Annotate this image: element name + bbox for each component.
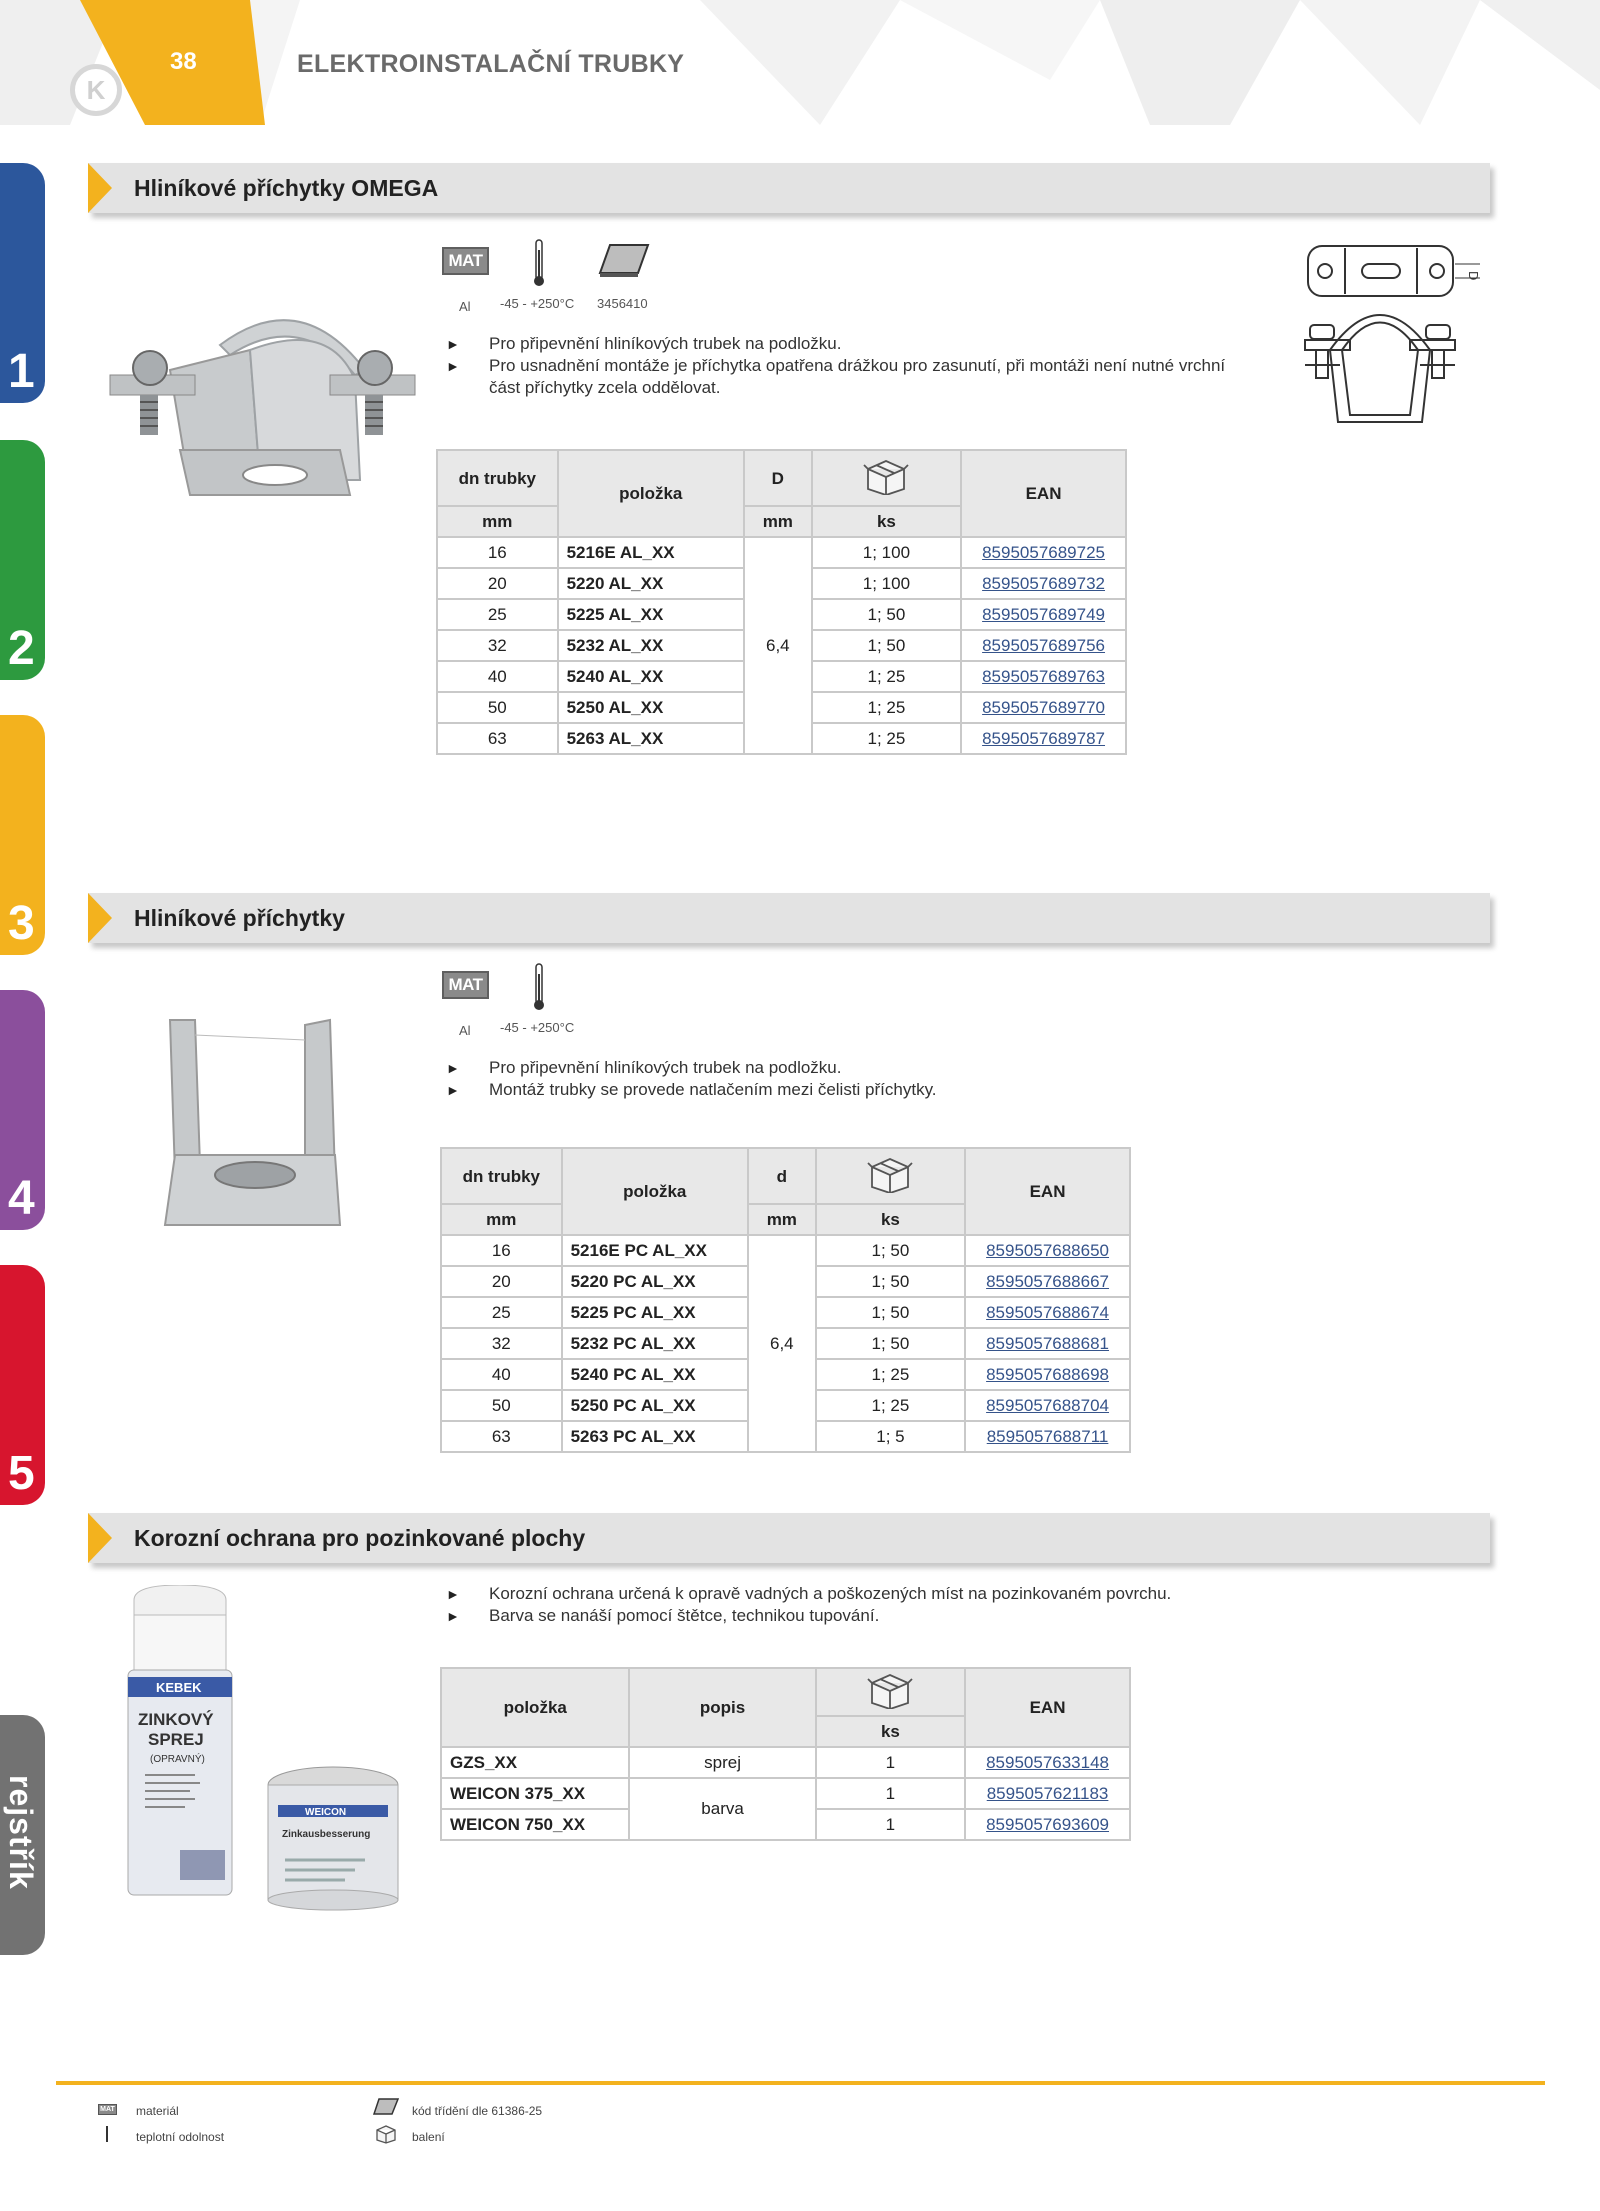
unit-ks: ks bbox=[816, 1204, 965, 1235]
package-box-icon bbox=[866, 1671, 914, 1709]
cell-code: GZS_XX bbox=[441, 1747, 629, 1778]
temperature-value: -45 - +250°C bbox=[500, 296, 575, 311]
cell-popis: barva bbox=[629, 1778, 815, 1840]
heading-arrow-icon bbox=[88, 893, 112, 943]
ean-link[interactable]: 8595057689770 bbox=[961, 692, 1126, 723]
tab-rejstrik[interactable] bbox=[0, 1715, 45, 1955]
cell-ks: 1; 100 bbox=[812, 537, 961, 568]
table-row bbox=[441, 1778, 1130, 1809]
bullet-list bbox=[446, 1583, 1266, 1627]
unit-d: mm bbox=[748, 1204, 816, 1235]
ean-link[interactable]: 8595057688667 bbox=[965, 1266, 1130, 1297]
company-logo bbox=[70, 64, 122, 116]
tab-2[interactable] bbox=[0, 440, 45, 680]
mat-icon: MAT bbox=[442, 247, 489, 275]
cell-dn: 40 bbox=[437, 661, 558, 692]
cell-ks: 1; 25 bbox=[816, 1390, 965, 1421]
section-heading-aluminium-clips bbox=[88, 893, 1490, 943]
cell-ks: 1 bbox=[816, 1778, 965, 1809]
page-number: 38 bbox=[170, 48, 197, 75]
unit-ks: ks bbox=[812, 506, 961, 537]
col-header-dn: dn trubky bbox=[441, 1148, 562, 1204]
cell-dn: 25 bbox=[441, 1297, 562, 1328]
cell-ks: 1; 25 bbox=[812, 723, 961, 754]
col-header-polozka: položka bbox=[562, 1148, 748, 1235]
legend-box-icon bbox=[374, 2124, 398, 2144]
material-value: Al bbox=[459, 1023, 471, 1038]
tab-3-label: 3 bbox=[8, 897, 35, 950]
cell-ks: 1; 50 bbox=[812, 630, 961, 661]
tab-4-label: 4 bbox=[8, 1172, 35, 1225]
ean-link[interactable]: 8595057689732 bbox=[961, 568, 1126, 599]
cell-dn: 20 bbox=[441, 1266, 562, 1297]
col-header-polozka: položka bbox=[558, 450, 744, 537]
mat-icon: MAT bbox=[442, 971, 489, 999]
ean-link[interactable]: 8595057689763 bbox=[961, 661, 1126, 692]
cell-ks: 1; 100 bbox=[812, 568, 961, 599]
cell-ks: 1; 5 bbox=[816, 1421, 965, 1452]
cell-dn: 40 bbox=[441, 1359, 562, 1390]
ean-link[interactable]: 8595057633148 bbox=[965, 1747, 1130, 1778]
bullet-item: ► Montáž trubky se provede natlačením mezi čelisti příchytky. bbox=[446, 1079, 1246, 1101]
bullet-item: ► Pro usnadnění montáže je příchytka opatřena drážkou pro zasunutí, při montáži není nutné vrchní část příchytky zcela oddělovat. bbox=[446, 355, 1246, 399]
col-header-ean: EAN bbox=[965, 1668, 1130, 1747]
cell-dn: 32 bbox=[437, 630, 558, 661]
cell-code: WEICON 375_XX bbox=[441, 1778, 629, 1809]
bullet-item: ► Barva se nanáší pomocí štětce, technikou tupování. bbox=[446, 1605, 1266, 1627]
cell-code: 5220 AL_XX bbox=[558, 568, 744, 599]
section-heading-corrosion-protection bbox=[88, 1513, 1490, 1563]
cell-code: 5232 PC AL_XX bbox=[562, 1328, 748, 1359]
ean-link[interactable]: 8595057688681 bbox=[965, 1328, 1130, 1359]
bullet-item: ► Pro připevnění hliníkových trubek na podložku. bbox=[446, 333, 1246, 355]
legend-material: materiál bbox=[136, 2104, 179, 2118]
material-value: Al bbox=[459, 299, 471, 314]
drawing-d-label: D bbox=[1466, 271, 1481, 281]
tab-3[interactable] bbox=[0, 715, 45, 955]
cell-code: 5216E AL_XX bbox=[558, 537, 744, 568]
cell-code: 5220 PC AL_XX bbox=[562, 1266, 748, 1297]
legend-packaging: balení bbox=[412, 2130, 445, 2144]
tab-1[interactable] bbox=[0, 163, 45, 403]
ean-link[interactable]: 8595057693609 bbox=[965, 1809, 1130, 1840]
header-geometric-pattern bbox=[0, 0, 1600, 125]
unit-dn: mm bbox=[441, 1204, 562, 1235]
cell-ks: 1; 50 bbox=[816, 1297, 965, 1328]
col-header-ean: EAN bbox=[961, 450, 1126, 537]
cell-code: 5263 AL_XX bbox=[558, 723, 744, 754]
cell-ks: 1; 25 bbox=[812, 692, 961, 723]
cell-d-value: 6,4 bbox=[744, 537, 812, 754]
legend-mat-icon: MAT bbox=[98, 2104, 117, 2115]
cell-ks: 1; 25 bbox=[816, 1359, 965, 1390]
cell-dn: 16 bbox=[437, 537, 558, 568]
table-row bbox=[441, 1747, 1130, 1778]
bullet-item: ► Pro připevnění hliníkových trubek na podložku. bbox=[446, 1057, 1246, 1079]
ean-link[interactable]: 8595057689749 bbox=[961, 599, 1126, 630]
col-header-d: d bbox=[748, 1148, 816, 1204]
footer-divider bbox=[56, 2081, 1545, 2085]
aluminium-clip-product-table bbox=[440, 1147, 1131, 1453]
tin-brand: WEICON bbox=[305, 1807, 347, 1818]
col-header-box bbox=[812, 450, 961, 506]
tin-product: Zinkausbesserung bbox=[282, 1829, 371, 1840]
spray-label-line1: ZINKOVÝ bbox=[138, 1710, 214, 1729]
heading-arrow-icon bbox=[88, 163, 112, 213]
cell-code: 5263 PC AL_XX bbox=[562, 1421, 748, 1452]
legend-code-icon bbox=[372, 2098, 400, 2118]
spray-brand: KEBEK bbox=[156, 1680, 202, 1695]
ean-link[interactable]: 8595057688698 bbox=[965, 1359, 1130, 1390]
page-title: ELEKTROINSTALAČNÍ TRUBKY bbox=[297, 50, 685, 78]
header-background bbox=[0, 0, 1600, 125]
temperature-value: -45 - +250°C bbox=[500, 1020, 575, 1035]
cell-ks: 1; 50 bbox=[812, 599, 961, 630]
omega-product-table bbox=[436, 449, 1127, 755]
cell-ks: 1; 50 bbox=[816, 1266, 965, 1297]
ean-link[interactable]: 8595057689756 bbox=[961, 630, 1126, 661]
cell-dn: 50 bbox=[437, 692, 558, 723]
cell-d-value: 6,4 bbox=[748, 1235, 816, 1452]
zinc-spray-and-tin-image bbox=[120, 1585, 420, 1915]
cell-code: 5240 AL_XX bbox=[558, 661, 744, 692]
cell-code: 5240 PC AL_XX bbox=[562, 1359, 748, 1390]
section-title: Hliníkové příchytky bbox=[134, 905, 345, 931]
bullet-list bbox=[446, 1057, 1246, 1101]
ean-link[interactable]: 8595057689725 bbox=[961, 537, 1126, 568]
unit-d: mm bbox=[744, 506, 812, 537]
package-box-icon bbox=[866, 1155, 914, 1193]
unit-ks: ks bbox=[816, 1716, 965, 1747]
ean-link[interactable]: 8595057689787 bbox=[961, 723, 1126, 754]
table-row bbox=[441, 1235, 1130, 1266]
package-box-icon bbox=[862, 457, 910, 495]
col-header-d: D bbox=[744, 450, 812, 506]
cell-dn: 32 bbox=[441, 1328, 562, 1359]
col-header-box bbox=[816, 1148, 965, 1204]
cell-code: 5225 AL_XX bbox=[558, 599, 744, 630]
thermometer-icon bbox=[532, 962, 546, 1012]
cell-dn: 20 bbox=[437, 568, 558, 599]
cell-dn: 63 bbox=[437, 723, 558, 754]
cell-ks: 1 bbox=[816, 1747, 965, 1778]
cell-dn: 50 bbox=[441, 1390, 562, 1421]
omega-technical-drawing bbox=[1300, 240, 1490, 430]
cell-dn: 63 bbox=[441, 1421, 562, 1452]
bullet-item: ► Korozní ochrana určená k opravě vadných a poškozených míst na pozinkovaném povrchu. bbox=[446, 1583, 1266, 1605]
corrosion-product-table bbox=[440, 1667, 1131, 1841]
heading-arrow-icon bbox=[88, 1513, 112, 1563]
col-header-polozka: položka bbox=[441, 1668, 629, 1747]
cell-dn: 25 bbox=[437, 599, 558, 630]
ean-link[interactable]: 8595057688711 bbox=[965, 1421, 1130, 1452]
code-sorting-icon bbox=[598, 243, 650, 279]
logo-letter: K bbox=[86, 74, 106, 105]
section-heading-omega bbox=[88, 163, 1490, 213]
col-header-box bbox=[816, 1668, 965, 1716]
cell-ks: 1 bbox=[816, 1809, 965, 1840]
cell-code: 5232 AL_XX bbox=[558, 630, 744, 661]
cell-code: 5250 PC AL_XX bbox=[562, 1390, 748, 1421]
cell-ks: 1; 50 bbox=[816, 1328, 965, 1359]
cell-code: 5225 PC AL_XX bbox=[562, 1297, 748, 1328]
tab-5-label: 5 bbox=[8, 1447, 35, 1500]
thermometer-icon bbox=[532, 238, 546, 288]
table-row bbox=[437, 537, 1126, 568]
ean-link[interactable]: 8595057688704 bbox=[965, 1390, 1130, 1421]
cell-code: 5216E PC AL_XX bbox=[562, 1235, 748, 1266]
omega-clip-image bbox=[100, 290, 420, 510]
cell-dn: 16 bbox=[441, 1235, 562, 1266]
section-title: Hliníkové příchytky OMEGA bbox=[134, 175, 439, 201]
ean-link[interactable]: 8595057688674 bbox=[965, 1297, 1130, 1328]
ean-link[interactable]: 8595057688650 bbox=[965, 1235, 1130, 1266]
tab-rejstrik-label: rejstřík bbox=[3, 1775, 39, 1890]
legend-temperature: teplotní odolnost bbox=[136, 2130, 225, 2144]
cell-code: WEICON 750_XX bbox=[441, 1809, 629, 1840]
cell-code: 5250 AL_XX bbox=[558, 692, 744, 723]
tab-4[interactable] bbox=[0, 990, 45, 1230]
bullet-list bbox=[446, 333, 1246, 399]
section-title: Korozní ochrana pro pozinkované plochy bbox=[134, 1525, 586, 1551]
col-header-popis: popis bbox=[629, 1668, 815, 1747]
cell-ks: 1; 25 bbox=[812, 661, 961, 692]
tab-2-label: 2 bbox=[8, 622, 35, 675]
cell-popis: sprej bbox=[629, 1747, 815, 1778]
spray-label-line3: (OPRAVNÝ) bbox=[150, 1754, 205, 1765]
cell-ks: 1; 50 bbox=[816, 1235, 965, 1266]
code-value: 3456410 bbox=[597, 296, 648, 311]
col-header-dn: dn trubky bbox=[437, 450, 558, 506]
unit-dn: mm bbox=[437, 506, 558, 537]
legend-thermometer-icon bbox=[104, 2126, 110, 2144]
spray-label-line2: SPREJ bbox=[148, 1730, 204, 1749]
ean-link[interactable]: 8595057621183 bbox=[965, 1778, 1130, 1809]
col-header-ean: EAN bbox=[965, 1148, 1130, 1235]
aluminium-clip-image bbox=[155, 1015, 345, 1235]
legend-code: kód třídění dle 61386-25 bbox=[412, 2104, 543, 2118]
tab-5[interactable] bbox=[0, 1265, 45, 1505]
tab-1-label: 1 bbox=[8, 345, 35, 398]
